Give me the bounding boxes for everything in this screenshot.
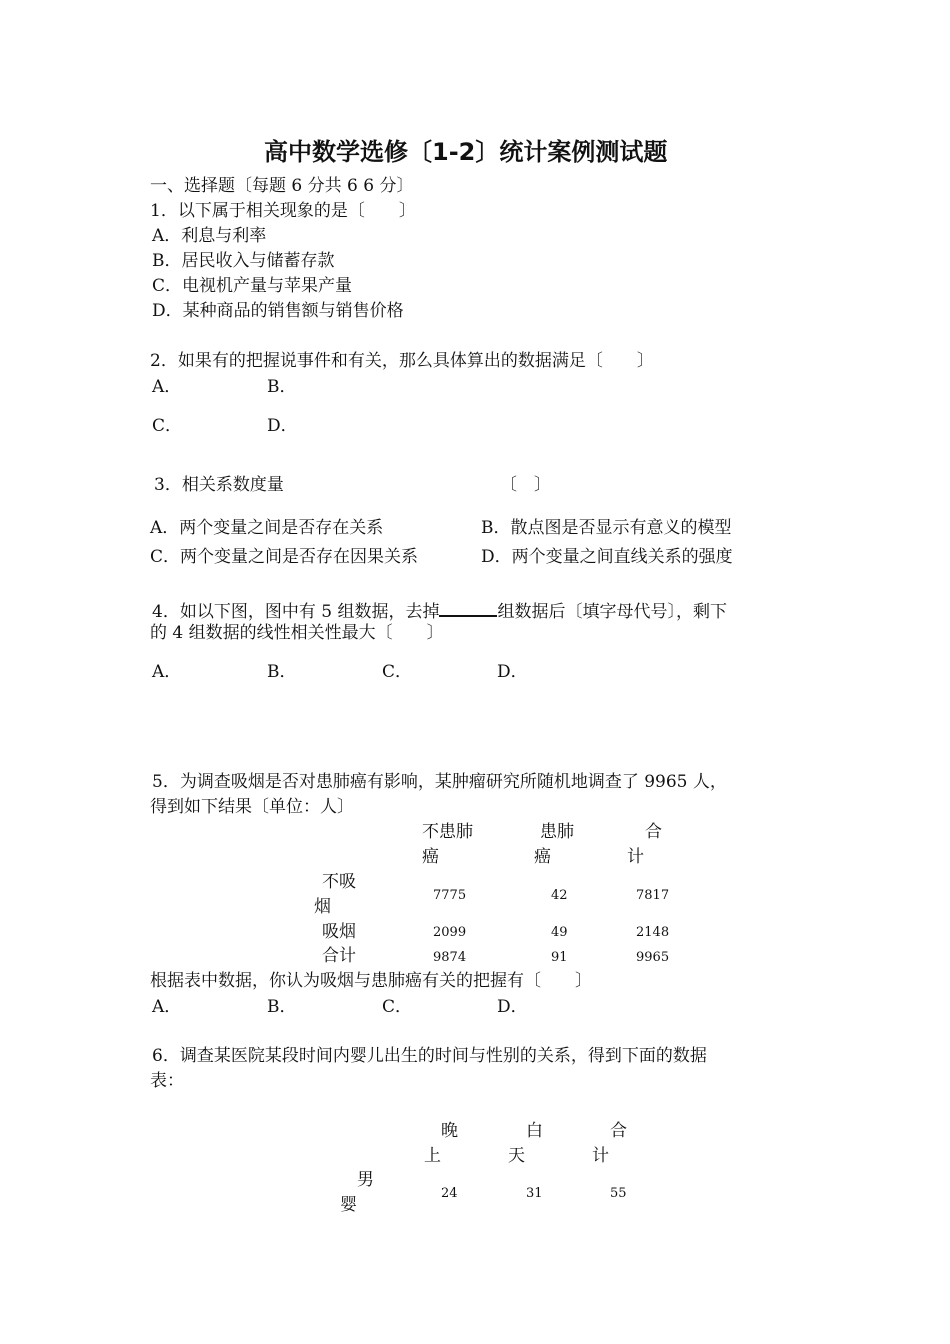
question-3-stem: 3．相关系数度量 — [154, 475, 284, 495]
question-1-stem: 1．以下属于相关现象的是〔 〕 — [150, 201, 416, 221]
fill-in-blank[interactable] — [439, 600, 497, 617]
table-header-cancer-2: 癌 — [534, 847, 551, 867]
table-header-day-2: 天 — [508, 1146, 525, 1166]
table-header-total-2: 计 — [592, 1146, 609, 1166]
question-2-option-c: C． — [152, 416, 183, 436]
question-1-option-d: D．某种商品的销售额与销售价格 — [152, 301, 404, 321]
table-cell: 49 — [551, 925, 568, 940]
table-header-total-1: 合 — [610, 1121, 627, 1141]
table-header-day-1: 白 — [526, 1121, 543, 1141]
question-5-prompt: 根据表中数据，你认为吸烟与患肺癌有关的把握有〔 〕 — [150, 971, 592, 991]
table-cell: 2148 — [636, 925, 670, 940]
table-header-total-2: 计 — [627, 847, 644, 867]
table-header-cancer-1: 患肺 — [540, 822, 574, 842]
question-4-option-a: A． — [152, 662, 182, 682]
question-4-stem-part-2: 组数据后〔填字母代号〕，剩下 — [497, 602, 727, 622]
question-5-option-c: C． — [382, 997, 413, 1017]
question-6-stem-line-1: 6．调查某医院某段时间内婴儿出生的时间与性别的关系，得到下面的数据 — [152, 1046, 707, 1066]
table-cell: 7775 — [433, 888, 467, 903]
table-cell: 42 — [551, 888, 568, 903]
row-label-nonsmoker-1: 不吸 — [322, 872, 356, 892]
question-5-option-b: B． — [267, 997, 297, 1017]
table-cell: 91 — [551, 950, 568, 965]
table-header-no-cancer-1: 不患肺 — [422, 822, 473, 842]
question-5-stem-line-1: 5．为调查吸烟是否对患肺癌有影响，某肿瘤研究所随机地调查了 9965 人， — [152, 772, 727, 792]
table-cell: 31 — [526, 1186, 543, 1201]
table-cell: 2099 — [433, 925, 467, 940]
row-label-boy-1: 男 — [357, 1170, 374, 1190]
table-cell: 7817 — [636, 888, 670, 903]
question-3-option-b: B．散点图是否显示有意义的模型 — [481, 518, 732, 538]
question-3-option-a: A．两个变量之间是否存在关系 — [150, 518, 384, 538]
question-4-option-d: D． — [497, 662, 528, 682]
row-label-smoker: 吸烟 — [322, 922, 356, 942]
table-header-total-1: 合 — [645, 822, 662, 842]
table-header-night-1: 晚 — [441, 1121, 458, 1141]
question-6-stem-line-2: 表： — [150, 1071, 184, 1091]
question-3-option-d: D．两个变量之间直线关系的强度 — [481, 547, 733, 567]
question-4-stem-line-2: 的 4 组数据的线性相关性最大〔 〕 — [150, 623, 444, 643]
question-2-option-a: A． — [152, 377, 182, 397]
question-3-answer-bracket: 〔 〕 — [500, 475, 551, 495]
question-1-option-c: C．电视机产量与苹果产量 — [152, 276, 353, 296]
question-5-option-d: D． — [497, 997, 528, 1017]
table-cell: 24 — [441, 1186, 458, 1201]
question-5-option-a: A． — [152, 997, 182, 1017]
question-4-stem-line-1 — [152, 600, 727, 621]
table-header-no-cancer-2: 癌 — [422, 847, 439, 867]
table-cell: 9965 — [636, 950, 670, 965]
section-heading: 一、选择题〔每题 6 分共 6 6 分〕 — [150, 176, 414, 196]
row-label-nonsmoker-2: 烟 — [314, 897, 331, 917]
table-header-night-2: 上 — [424, 1146, 441, 1166]
question-2-option-b: B． — [267, 377, 297, 397]
question-4-option-b: B． — [267, 662, 297, 682]
table-cell: 55 — [610, 1186, 627, 1201]
row-label-total: 合计 — [322, 946, 356, 966]
question-2-stem: 2．如果有的把握说事件和有关，那么具体算出的数据满足〔 〕 — [150, 351, 654, 371]
question-4-stem-part-1: 4．如以下图，图中有 5 组数据，去掉 — [152, 602, 440, 622]
question-2-option-d: D． — [267, 416, 298, 436]
page-title: 高中数学选修〔1-2〕统计案例测试题 — [264, 138, 668, 166]
question-1-option-a: A．利息与利率 — [152, 226, 267, 246]
question-1-option-b: B．居民收入与储蓄存款 — [152, 251, 335, 271]
table-cell: 9874 — [433, 950, 467, 965]
question-5-stem-line-2: 得到如下结果〔单位：人〕 — [150, 797, 354, 817]
question-4-option-c: C． — [382, 662, 413, 682]
row-label-boy-2: 婴 — [340, 1195, 357, 1215]
question-3-option-c: C．两个变量之间是否存在因果关系 — [150, 547, 419, 567]
